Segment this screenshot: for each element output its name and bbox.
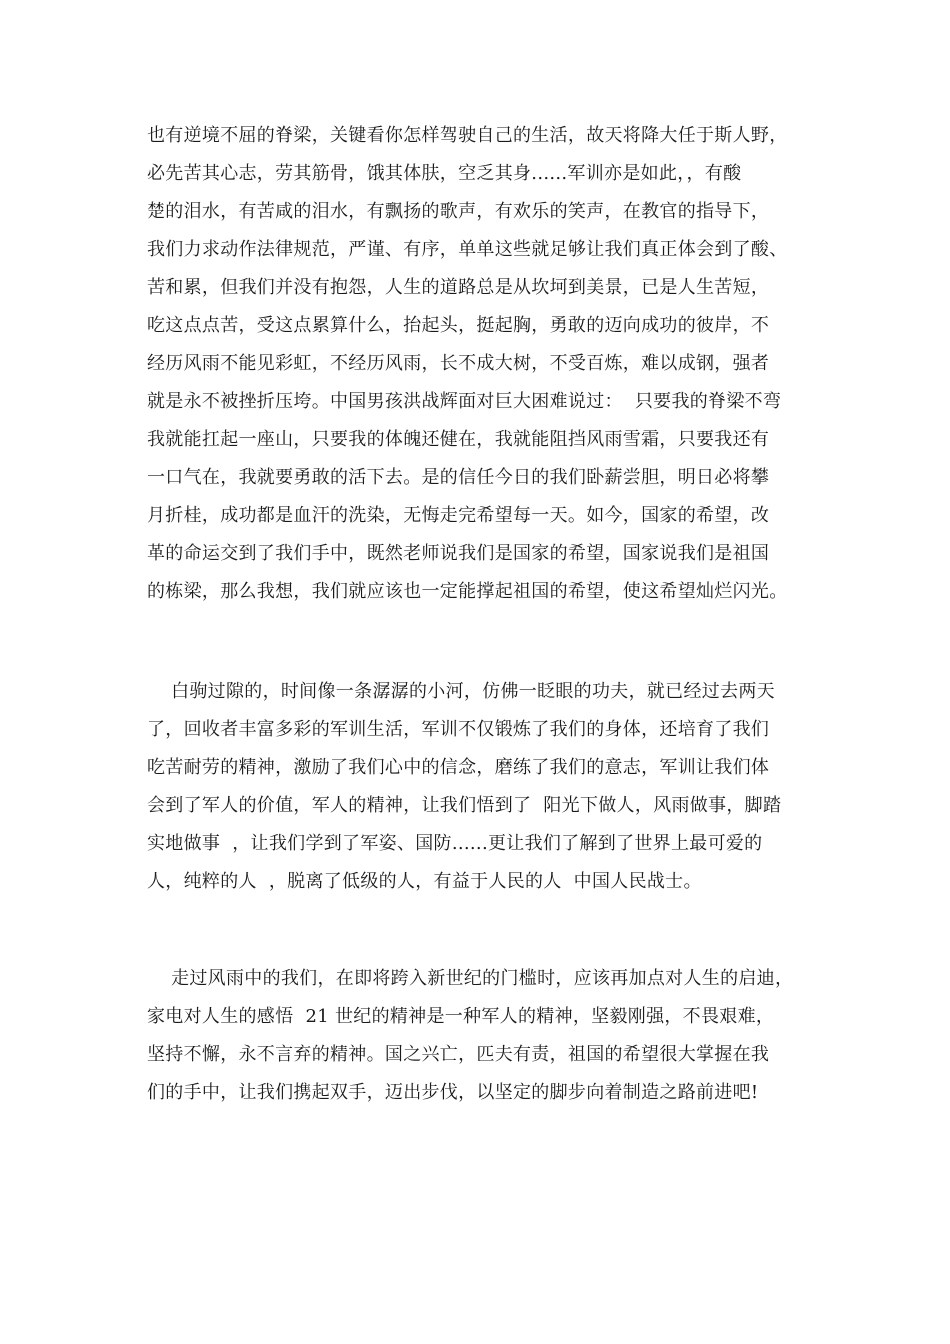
text-line: 一口气在，我就要勇敢的活下去。是的信任今日的我们卧薪尝胆，明日必将攀 bbox=[147, 467, 770, 488]
text-line: 经历风雨不能见彩虹，不经历风雨，长不成大树，不受百炼，难以成钢，强者 bbox=[147, 353, 770, 374]
text-line: 走过风雨中的我们，在即将跨入新世纪的门槛时，应该再加点对人生的启迪， bbox=[147, 968, 794, 989]
text-line: 人，纯粹的人 ，脱离了低级的人，有益于人民的人 中国人民战士。 bbox=[147, 871, 702, 892]
text-line: 月折桂，成功都是血汗的洗染，无悔走完希望每一天。如今，国家的希望，改 bbox=[147, 505, 770, 526]
text-line: 吃苦耐劳的精神，激励了我们心中的信念，磨练了我们的意志，军训让我们体 bbox=[147, 757, 770, 778]
text-line: 白驹过隙的，时间像一条潺潺的小河，仿佛一眨眼的功夫，就已经过去两天 bbox=[147, 681, 775, 702]
text-line: 就是永不被挫折压垮。中国男孩洪战辉面对巨大困难说过： 只要我的脊梁不弯 bbox=[147, 391, 782, 412]
text-line: 了，回收者丰富多彩的军训生活，军训不仅锻炼了我们的身体，还培育了我们 bbox=[147, 719, 770, 740]
text-line: 楚的泪水，有苦咸的泪水，有飘扬的歌声，有欢乐的笑声，在教官的指导下， bbox=[147, 201, 770, 222]
text-line: 坚持不懈，永不言弃的精神。国之兴亡，匹夫有责，祖国的希望很大掌握在我 bbox=[147, 1044, 770, 1065]
text-line: 必先苦其心志，劳其筋骨，饿其体肤，空乏其身......军训亦是如此，，有酸 bbox=[147, 163, 742, 184]
text-line: 会到了军人的价值，军人的精神，让我们悟到了 阳光下做人，风雨做事，脚踏 bbox=[147, 795, 782, 816]
text-line: 我就能扛起一座山，只要我的体魄还健在，我就能阻挡风雨雪霜，只要我还有 bbox=[147, 429, 770, 450]
text-line: 实地做事 ，让我们学到了军姿、国防......更让我们了解到了世界上最可爱的 bbox=[147, 833, 763, 854]
text-line: 革的命运交到了我们手中，既然老师说我们是国家的希望，国家说我们是祖国 bbox=[147, 543, 770, 564]
text-line: 我们力求动作法律规范，严谨、有序，单单这些就足够让我们真正体会到了酸、 bbox=[147, 239, 788, 260]
text-line: 家电对人生的感悟 21 世纪的精神是一种军人的精神，坚毅刚强，不畏艰难， bbox=[147, 1006, 775, 1027]
text-line: 的栋梁，那么我想，我们就应该也一定能撑起祖国的希望，使这希望灿烂闪光。 bbox=[147, 581, 788, 602]
text-line: 也有逆境不屈的脊梁，关键看你怎样驾驶自己的生活，故天将降大任于斯人野， bbox=[147, 125, 788, 146]
text-line: 苦和累，但我们并没有抱怨，人生的道路总是从坎坷到美景，已是人生苦短， bbox=[147, 277, 770, 298]
text-line: 吃这点点苦，受这点累算什么，抬起头，挺起胸，勇敢的迈向成功的彼岸，不 bbox=[147, 315, 770, 336]
text-line: 们的手中，让我们携起双手，迈出步伐，以坚定的脚步向着制造之路前进吧! bbox=[147, 1082, 759, 1103]
